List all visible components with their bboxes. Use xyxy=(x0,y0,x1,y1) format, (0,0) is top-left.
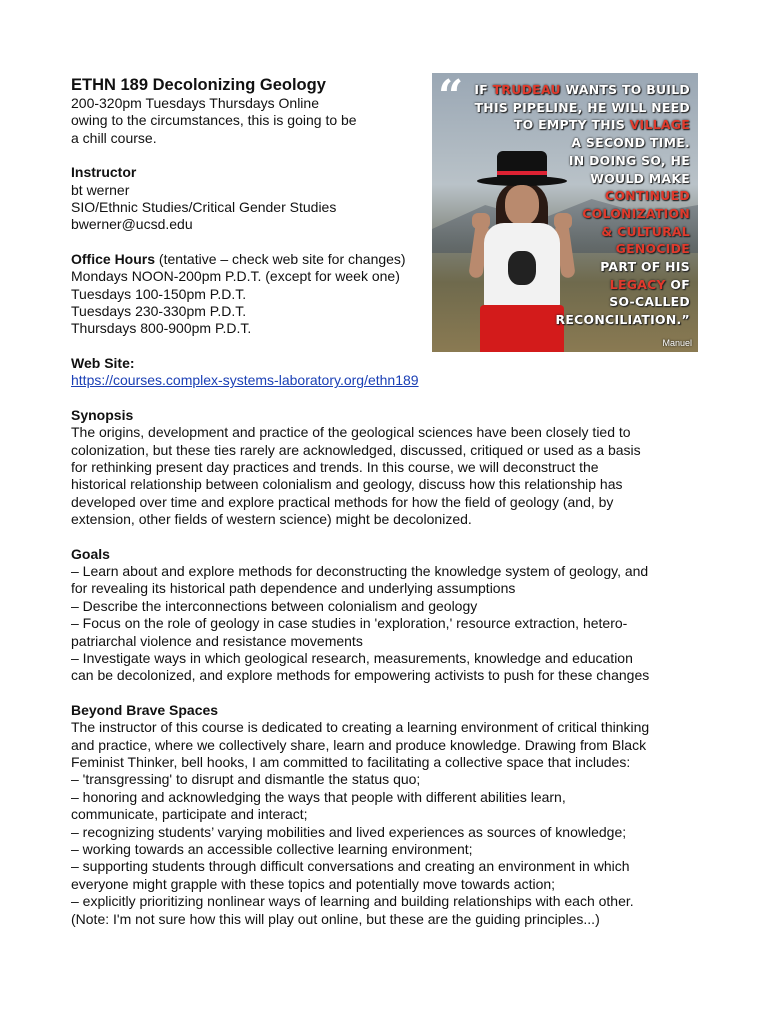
poster-quote-segment: TO EMPTY THIS xyxy=(513,117,630,133)
poster-quote-line xyxy=(460,134,690,152)
brave-spaces-line: (Note: I'm not sure how this will play out online, but these are the guiding principles...) xyxy=(71,910,600,927)
goals-line: – Describe the interconnections between colonialism and geology xyxy=(71,597,478,614)
office-hours-line: Tuesdays 230-330pm P.D.T. xyxy=(71,303,247,320)
goals-line: – Focus on the role of geology in case studies in 'exploration,' resource extraction, hetero- xyxy=(71,615,628,632)
poster-quote-line xyxy=(460,81,690,99)
poster-quote-segment: THIS PIPELINE, HE WILL NEED xyxy=(474,99,690,115)
poster-credit: Manuel xyxy=(662,338,692,348)
poster-quote-line xyxy=(460,170,690,188)
poster-quote-segment: WANTS TO BUILD xyxy=(560,82,690,97)
poster-quote-emphasis: CONTINUED xyxy=(605,188,690,204)
synopsis-line: for rethinking present day practices and trends. In this course, we will deconstruct the xyxy=(71,458,599,475)
poster-quote-line xyxy=(460,311,690,329)
synopsis-line: historical relationship between colonialism and geology, discuss how this relationship has xyxy=(71,476,623,493)
poster-quote-segment: SO-CALLED xyxy=(609,294,690,310)
goals-line: patriarchal violence and resistance movements xyxy=(71,632,363,649)
brave-spaces-line: The instructor of this course is dedicated to creating a learning environment of critical thinking xyxy=(71,719,650,736)
brave-spaces-line: and practice, where we collectively share, learn and produce knowledge. Drawing from Black xyxy=(71,736,647,753)
brave-spaces-line: – working towards an accessible collective learning environment; xyxy=(71,841,473,858)
poster-quote-line xyxy=(460,99,690,117)
synopsis-heading: Synopsis xyxy=(71,406,134,423)
intro-line: a chill course. xyxy=(71,129,157,146)
synopsis-line: extension, other fields of western science) might be decolonized. xyxy=(71,511,472,528)
brave-spaces-heading: Beyond Brave Spaces xyxy=(71,701,219,718)
brave-spaces-line: – supporting students through difficult conversations and creating an environment in which xyxy=(71,858,630,875)
poster-quote-line xyxy=(460,205,690,223)
poster-quote-emphasis: LEGACY xyxy=(609,276,666,292)
brave-spaces-line: communicate, participate and interact; xyxy=(71,806,308,823)
goals-section xyxy=(71,546,711,685)
poster-quote-text xyxy=(460,81,690,329)
course-title: ETHN 189 Decolonizing Geology xyxy=(71,76,326,94)
poster-quote-segment: PART OF HIS xyxy=(600,259,690,275)
poster-quote-emphasis: VILLAGE xyxy=(629,117,690,133)
poster-quote-emphasis: TRUDEAU xyxy=(492,82,561,97)
poster-quote-line xyxy=(460,223,690,241)
synopsis-line: The origins, development and practice of the geological sciences have been closely tied to xyxy=(71,424,631,441)
instructor-name: bt werner xyxy=(71,181,130,198)
goals-heading: Goals xyxy=(71,545,110,562)
poster-quote-segment: IF xyxy=(474,82,493,97)
goals-line: can be decolonized, and explore methods for empowering activists to push for these changes xyxy=(71,667,650,684)
poster-quote-segment: A SECOND TIME. xyxy=(571,135,690,151)
brave-spaces-section xyxy=(71,702,711,928)
poster-quote-segment: OF xyxy=(665,276,690,292)
office-hours-note: (tentative – check web site for changes) xyxy=(155,250,406,267)
intro-line: 200-320pm Tuesdays Thursdays Online xyxy=(71,95,319,111)
poster-quote-line xyxy=(460,293,690,311)
poster-quote-line xyxy=(460,240,690,258)
poster-quote-segment: WOULD MAKE xyxy=(590,170,690,186)
synopsis-line: colonization, but these ties rarely are acknowledged, discussed, critiqued or used as a basis xyxy=(71,441,641,458)
goals-line: – Investigate ways in which geological research, measurements, knowledge and education xyxy=(71,649,633,666)
open-quote-icon: “ xyxy=(438,73,464,122)
office-hours-heading: Office Hours xyxy=(71,250,156,267)
goals-line: – Learn about and explore methods for deconstructing the knowledge system of geology, and xyxy=(71,562,649,579)
brave-spaces-line: everyone might grapple with these topics and potentially move towards action; xyxy=(71,875,556,892)
synopsis-section xyxy=(71,407,711,529)
instructor-heading: Instructor xyxy=(71,164,137,181)
instructor-email[interactable]: bwerner@ucsd.edu xyxy=(71,216,193,233)
brave-spaces-line: – 'transgressing' to disrupt and dismantle the status quo; xyxy=(71,771,421,788)
instructor-affiliation: SIO/Ethnic Studies/Critical Gender Studies xyxy=(71,199,337,216)
web-site-heading: Web Site: xyxy=(71,354,135,371)
synopsis-line: developed over time and explore practical methods for how the field of geology (and, by xyxy=(71,493,614,510)
poster-quote-emphasis: GENOCIDE xyxy=(615,241,690,257)
goals-line: for revealing its historical path dependence and underlying assumptions xyxy=(71,580,516,597)
brave-spaces-line: Feminist Thinker, bell hooks, I am committed to facilitating a collective space that includes: xyxy=(71,754,631,770)
poster-quote-line xyxy=(460,258,690,276)
poster-quote-line xyxy=(460,152,690,170)
intro-line: owing to the circumstances, this is going to be xyxy=(71,112,357,129)
web-site-section xyxy=(71,355,711,390)
brave-spaces-line: – explicitly prioritizing nonlinear ways of learning and building relationships with each other. xyxy=(71,893,634,910)
office-hours-line: Tuesdays 100-150pm P.D.T. xyxy=(71,285,247,302)
poster-quote-line xyxy=(460,187,690,205)
brave-spaces-line: – honoring and acknowledging the ways that people with different abilities learn, xyxy=(71,788,566,805)
poster-quote-line xyxy=(460,276,690,294)
brave-spaces-line: – recognizing students’ varying mobilities and lived experiences as sources of knowledge; xyxy=(71,823,627,840)
poster-quote-line xyxy=(460,116,690,134)
poster-quote-emphasis: & CULTURAL xyxy=(601,223,690,239)
office-hours-line: Mondays NOON-200pm P.D.T. (except for week one) xyxy=(71,268,400,285)
poster-quote-segment: IN DOING SO, HE xyxy=(568,152,690,168)
course-website-link[interactable]: https://courses.complex-systems-laboratory.org/ethn189 xyxy=(71,372,419,389)
poster-quote-segment: RECONCILIATION.” xyxy=(555,312,690,328)
office-hours-line: Thursdays 800-900pm P.D.T. xyxy=(71,320,252,337)
poster-quote-emphasis: COLONIZATION xyxy=(582,205,690,221)
protest-quote-poster xyxy=(432,73,698,352)
